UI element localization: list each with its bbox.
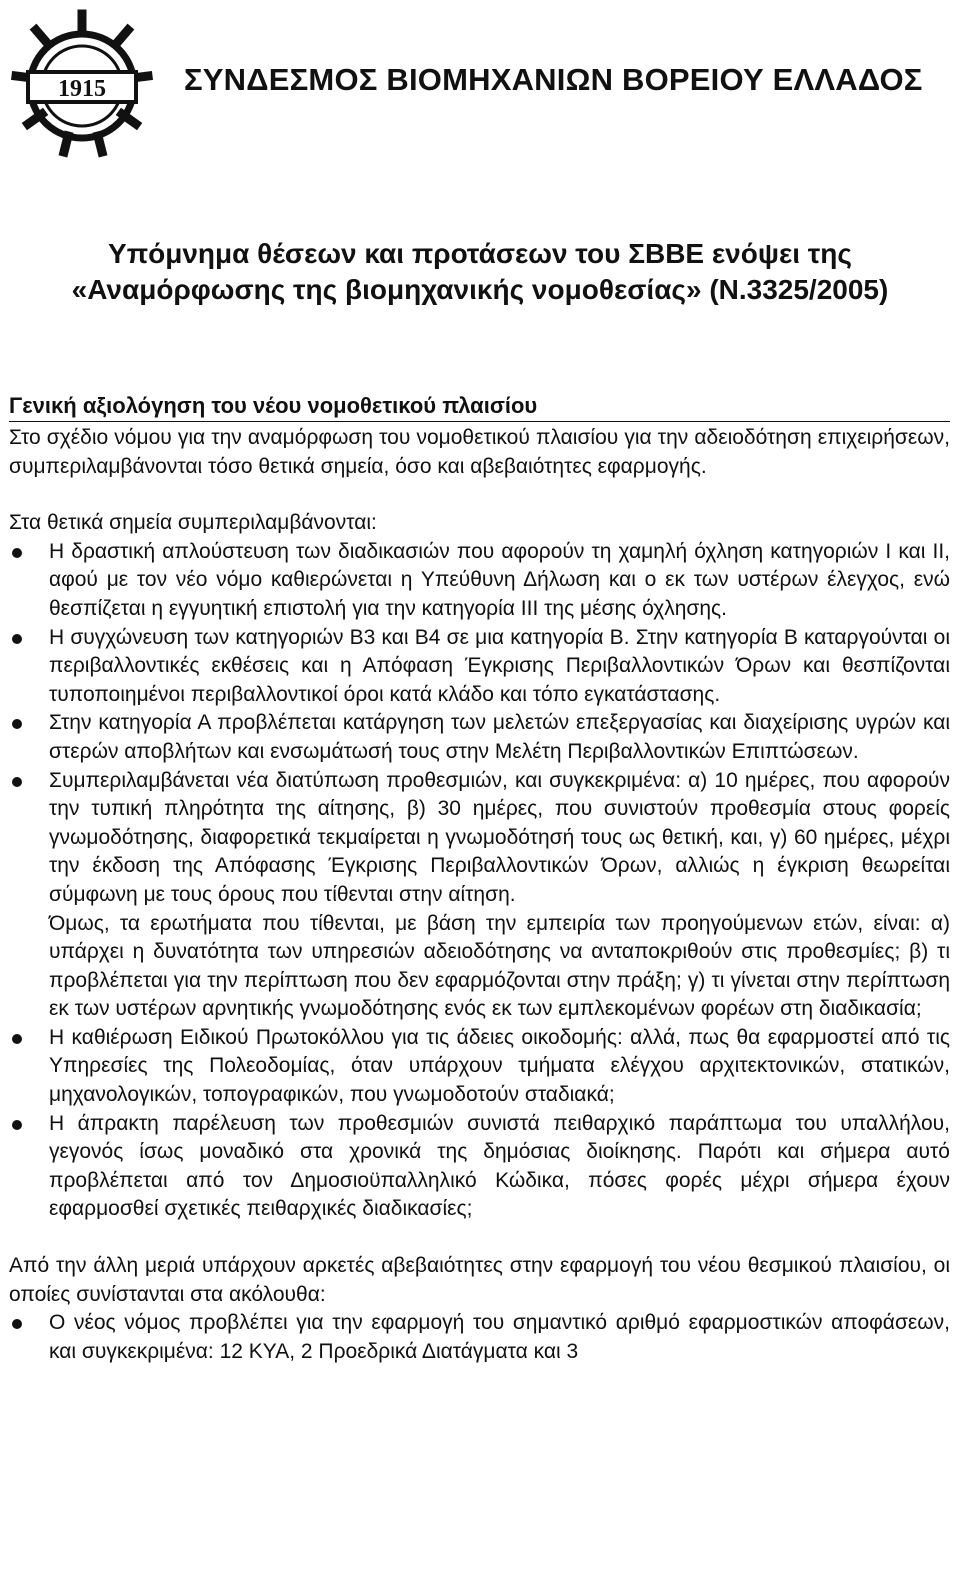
bullet-icon: [12, 1120, 22, 1130]
list-item: [9, 1110, 950, 1224]
list-item-text: Ο νέος νόμος προβλέπει για την εφαρμογή του σημαντικό αριθμό εφαρμοστικών αποφάσεων, και συγκεκριμένα: 12 ΚΥΑ, 2 Προεδρικά Διατάγματα και 3: [49, 1311, 950, 1363]
logo-year: 1915: [58, 76, 106, 102]
list-item-text: Η άπρακτη παρέλευση των προθεσμιών συνιστά πειθαρχικό παράπτωμα του υπαλλήλου, γεγονός ίσως μοναδικό στα χρονικά της δημόσιας διοίκησης. Παρότι και σήμερα αυτό προβλέπεται από τον Δημοσιοϋπαλληλικό Κώδικα, πόσες φορές μέχρι σήμερα έχουν εφαρμοσθεί σχετικές πειθαρχικές διαδικασίες;: [49, 1111, 950, 1221]
positives-label: Στα θετικά σημεία συμπεριλαμβάνονται:: [9, 511, 377, 535]
bullet-icon: [12, 1319, 22, 1329]
memo-title-line-2: «Αναμόρφωσης της βιομηχανικής νομοθεσίας» (Ν.3325/2005): [71, 274, 889, 305]
intro-paragraph: Στο σχέδιο νόμου για την αναμόρφωση του νομοθετικού πλαισίου για την αδειοδότηση επιχειρήσεων, συμπεριλαμβάνονται τόσο θετικά σημεία, όσο και αβεβαιότητες εφαρμογής.: [9, 426, 950, 478]
uncertainties-intro: Από την άλλη μεριά υπάρχουν αρκετές αβεβαιότητες στην εφαρμογή του νέου θεσμικού πλαισίου, οι οποίες συνίστανται στα ακόλουθα:: [9, 1254, 950, 1306]
positives-list-continued: [9, 1024, 950, 1224]
cog-logo-icon: [6, 6, 158, 166]
list-item: [9, 709, 950, 766]
bullet-icon: [12, 719, 22, 729]
list-item-text: Στην κατηγορία Α προβλέπεται κατάργηση των μελετών επεξεργασίας και διαχείρισης υγρών και στερών αποβλήτων και ενσωμάτωσή τους στην Μελέτη Περιβαλλοντικών Επιπτώσεων.: [49, 711, 950, 763]
list-item: [9, 1309, 950, 1366]
document-body: [9, 392, 950, 1366]
list-item-text: Συμπεριλαμβάνεται νέα διατύπωση προθεσμιών, και συγκεκριμένα: α) 10 ημέρες, που αφορούν την τυπική πληρότητα της αίτησης, β) 30 ημέρες, που συνιστούν προθεσμία στους φορείς γνωμοδότησης, διαφορετικά τεκμαίρεται η γνωμοδότησή τους ως θετική, και, γ) 60 ημέρες, μέχρι την έκδοση της Απόφασης Έγκρισης Περιβαλλοντικών Όρων, αλλιώς η έγκριση θεωρείται σύμφωνη με τους όρους που τίθενται στην αίτηση.: [49, 768, 950, 906]
bullet-icon: [12, 548, 22, 558]
list-item: [9, 538, 950, 624]
positives-list: [9, 538, 950, 910]
memo-title-line-1: Υπόμνημα θέσεων και προτάσεων του ΣΒΒΕ ενόψει της: [108, 238, 852, 269]
bullet-icon: [12, 634, 22, 644]
bullet-icon: [12, 1034, 22, 1044]
memo-title: [0, 236, 960, 308]
section-heading: Γενική αξιολόγηση του νέου νομοθετικού πλαισίου: [9, 392, 950, 422]
list-item: [9, 1024, 950, 1110]
list-item: [9, 624, 950, 710]
organization-name: ΣΥΝΔΕΣΜΟΣ ΒΙΟΜΗΧΑΝΙΩΝ ΒΟΡΕΙΟΥ ΕΛΛΑΔΟΣ: [184, 62, 923, 97]
uncertainties-list: [9, 1309, 950, 1366]
list-item-text: Η καθιέρωση Ειδικού Πρωτοκόλλου για τις άδειες οικοδομής: αλλά, πως θα εφαρμοστεί από τις Υπηρεσίες της Πολεοδομίας, όταν υπάρχουν τμήματα ελέγχου αρχιτεκτονικών, στατικών, μηχανολογικών, τοπογραφικών, που γνωμοδοτούν σταδιακά;: [49, 1025, 950, 1107]
positives-note: Όμως, τα ερωτήματα που τίθενται, με βάση την εμπειρία των προηγούμενων ετών, είναι: α) υπάρχει η δυνατότητα των υπηρεσιών αδειοδότησης να ανταποκριθούν στις προθεσμίες; β) τι προβλέπεται για την περίπτωση που δεν εφαρμόζονται στην πράξη; γ) τι γίνεται στην περίπτωση εκ των υστέρων αρνητικής γνωμοδότησης ενός εκ των εμπλεκομένων φορέων στη διαδικασία;: [49, 911, 950, 1021]
list-item-text: Η συγχώνευση των κατηγοριών Β3 και Β4 σε μια κατηγορία Β. Στην κατηγορία Β καταργούνται οι περιβαλλοντικές εκθέσεις και η Απόφαση Έγκρισης Περιβαλλοντικών Όρων και θεσπίζονται τυποποιημένοι περιβαλλοντικοί όροι κατά κλάδο και τόπο εγκατάστασης.: [49, 625, 950, 706]
organization-logo: [6, 6, 158, 166]
bullet-icon: [12, 777, 22, 787]
list-item-text: Η δραστική απλούστευση των διαδικασιών που αφορούν τη χαμηλή όχληση κατηγοριών Ι και ΙΙ, αφού με τον νέο νόμο καθιερώνεται η Υπεύθυνη Δήλωση και ο εκ των υστέρων έλεγχος, ενώ θεσπίζεται η εγγυητική επιστολή για την κατηγορία ΙΙΙ της μέσης όχλησης.: [49, 539, 950, 620]
list-item: [9, 767, 950, 910]
